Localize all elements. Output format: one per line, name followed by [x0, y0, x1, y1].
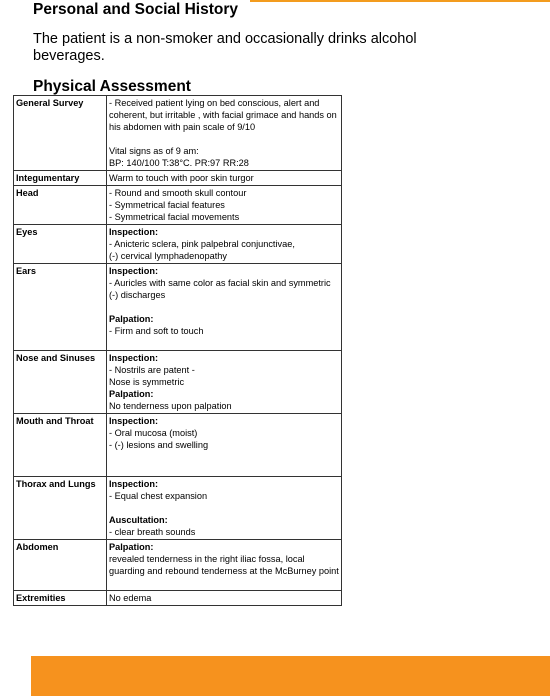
finding-line: revealed tenderness in the right iliac fossa, local guarding and rebound tenderness at the McBurney point	[109, 554, 339, 576]
finding-line: Nose is symmetric	[109, 377, 185, 387]
finding-line: - Symmetrical facial features	[109, 200, 225, 210]
bottom-accent-bar	[31, 656, 550, 696]
row-label: Eyes	[14, 225, 107, 264]
table-row	[14, 591, 342, 606]
row-findings	[107, 225, 342, 264]
finding-line: BP: 140/100 T:38°C. PR:97 RR:28	[109, 158, 249, 168]
row-findings	[107, 171, 342, 186]
finding-line: Warm to touch with poor skin turgor	[109, 173, 254, 183]
section-title-social-history: Personal and Social History	[33, 1, 239, 18]
table-row	[14, 186, 342, 225]
blank-line	[109, 337, 339, 349]
finding-heading: Palpation:	[109, 314, 154, 324]
finding-line: No edema	[109, 593, 152, 603]
row-label: Ears	[14, 264, 107, 351]
row-label: Head	[14, 186, 107, 225]
row-label: Nose and Sinuses	[14, 351, 107, 414]
blank-line	[109, 502, 339, 514]
finding-heading: Auscultation:	[109, 515, 168, 525]
finding-heading: Inspection:	[109, 416, 159, 426]
blank-line	[109, 133, 339, 145]
row-label: General Survey	[14, 96, 107, 171]
table-row	[14, 477, 342, 540]
row-findings	[107, 351, 342, 414]
row-findings	[107, 264, 342, 351]
finding-line: - Auricles with same color as facial skin and symmetric (-) discharges	[109, 278, 331, 300]
row-label: Extremities	[14, 591, 107, 606]
row-findings	[107, 414, 342, 477]
finding-line: - Equal chest expansion	[109, 491, 208, 501]
finding-line: - Oral mucosa (moist)	[109, 428, 198, 438]
finding-line: No tenderness upon palpation	[109, 401, 232, 411]
blank-line	[109, 463, 339, 475]
finding-heading: Inspection:	[109, 479, 159, 489]
finding-heading: Inspection:	[109, 266, 159, 276]
table-row	[14, 414, 342, 477]
table-row	[14, 540, 342, 591]
row-label: Integumentary	[14, 171, 107, 186]
blank-line	[109, 577, 339, 589]
row-findings	[107, 591, 342, 606]
section-title-physical-assessment: Physical Assessment	[33, 78, 191, 95]
row-findings	[107, 540, 342, 591]
finding-line: - Round and smooth skull contour	[109, 188, 247, 198]
top-accent-rule	[250, 0, 550, 2]
finding-line: - Received patient lying on bed conscious, alert and coherent, but irritable , with facial grimace and hands on his abdomen with pain scale of 9/10	[109, 98, 337, 132]
finding-line: - Anicteric sclera, pink palpebral conjunctivae,	[109, 239, 295, 249]
finding-heading: Palpation:	[109, 389, 154, 399]
table-row	[14, 264, 342, 351]
finding-heading: Inspection:	[109, 227, 159, 237]
physical-assessment-table	[13, 95, 342, 606]
blank-line	[109, 451, 339, 463]
finding-line: Vital signs as of 9 am:	[109, 146, 199, 156]
table-row	[14, 225, 342, 264]
finding-heading: Palpation:	[109, 542, 154, 552]
row-label: Mouth and Throat	[14, 414, 107, 477]
finding-heading: Inspection:	[109, 353, 159, 363]
social-history-text: The patient is a non-smoker and occasionally drinks alcohol beverages.	[33, 31, 417, 64]
finding-line: (-) cervical lymphadenopathy	[109, 251, 227, 261]
row-findings	[107, 186, 342, 225]
table-row	[14, 96, 342, 171]
finding-line: - Nostrils are patent -	[109, 365, 195, 375]
table-row	[14, 351, 342, 414]
finding-line: - Symmetrical facial movements	[109, 212, 240, 222]
table-row	[14, 171, 342, 186]
finding-line: - clear breath sounds	[109, 527, 196, 537]
row-findings	[107, 477, 342, 540]
row-label: Abdomen	[14, 540, 107, 591]
finding-line: - (-) lesions and swelling	[109, 440, 209, 450]
row-findings	[107, 96, 342, 171]
blank-line	[109, 301, 339, 313]
row-label: Thorax and Lungs	[14, 477, 107, 540]
finding-line: - Firm and soft to touch	[109, 326, 204, 336]
